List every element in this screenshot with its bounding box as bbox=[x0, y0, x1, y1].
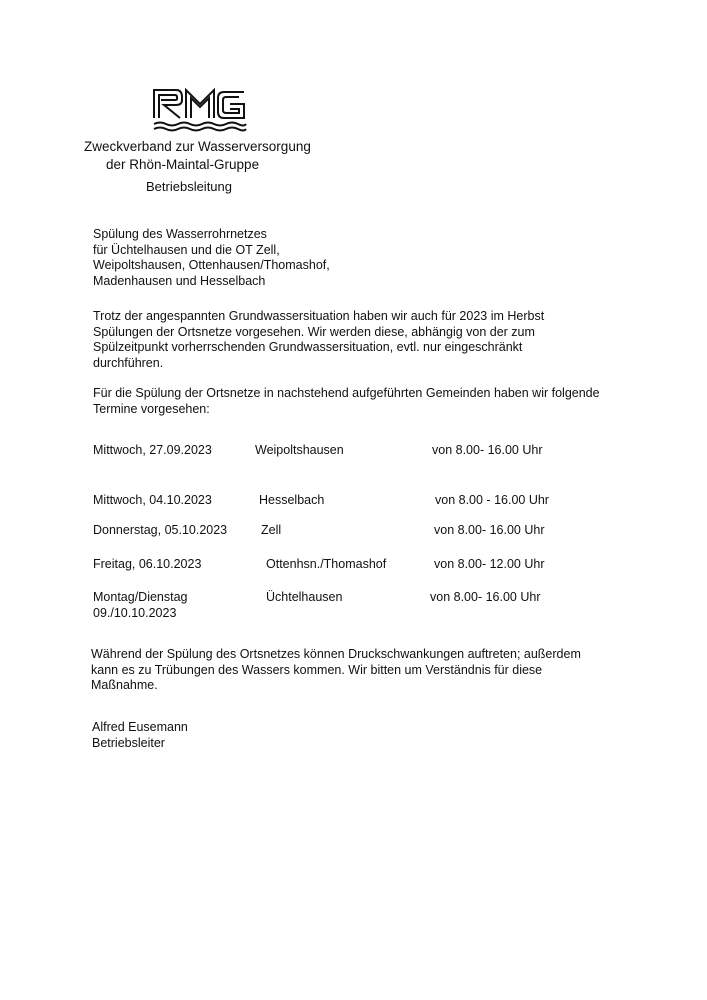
schedule-time: von 8.00- 16.00 Uhr bbox=[432, 443, 543, 457]
subject-block bbox=[93, 227, 330, 289]
schedule-place: Üchtelhausen bbox=[266, 590, 343, 604]
schedule-time: von 8.00- 12.00 Uhr bbox=[434, 557, 545, 571]
schedule-place: Hesselbach bbox=[259, 493, 325, 507]
intro-paragraph bbox=[93, 309, 544, 371]
schedule-date: Mittwoch, 04.10.2023 bbox=[93, 493, 212, 507]
rmg-logo-graphic bbox=[150, 82, 248, 134]
schedule-place: Zell bbox=[261, 523, 282, 537]
schedule-intro bbox=[93, 386, 600, 417]
schedule-place: Ottenhsn./Thomashof bbox=[266, 557, 387, 571]
closing-paragraph bbox=[91, 647, 581, 694]
org-department: Betriebsleitung bbox=[146, 179, 232, 194]
schedule-time: von 8.00- 16.00 Uhr bbox=[430, 590, 541, 604]
intro-line: Trotz der angespannten Grundwassersituation haben wir auch für 2023 im Herbst bbox=[93, 309, 545, 323]
schedule-date: Mittwoch, 27.09.2023 bbox=[93, 443, 212, 457]
signature-name: Alfred Eusemann bbox=[92, 720, 188, 734]
intro-line: durchführen. bbox=[93, 355, 164, 370]
schedule-intro-line: Termine vorgesehen: bbox=[93, 401, 210, 416]
closing-line: kann es zu Trübungen des Wassers kommen. Wir bitten um Verständnis für diese bbox=[91, 662, 543, 677]
org-name-line2: der Rhön-Maintal-Gruppe bbox=[106, 157, 260, 172]
closing-line: Während der Spülung des Ortsnetzes können Druckschwankungen auftreten; außerdem bbox=[91, 647, 581, 661]
schedule-time: von 8.00- 16.00 Uhr bbox=[434, 523, 545, 537]
signature-block bbox=[92, 720, 188, 751]
schedule-place: Weipoltshausen bbox=[255, 443, 344, 457]
subject-line: für Üchtelhausen und die OT Zell, bbox=[93, 242, 280, 257]
org-name-line1: Zweckverband zur Wasserversorgung bbox=[84, 139, 311, 154]
schedule-date: Donnerstag, 05.10.2023 bbox=[93, 523, 228, 537]
schedule-date: Freitag, 06.10.2023 bbox=[93, 557, 202, 571]
subject-line: Madenhausen und Hesselbach bbox=[93, 273, 266, 288]
schedule-time: von 8.00 - 16.00 Uhr bbox=[435, 493, 549, 507]
closing-line: Maßnahme. bbox=[91, 678, 158, 692]
intro-line: Spülungen der Ortsnetze vorgesehen. Wir werden diese, abhängig von der zum bbox=[93, 324, 535, 339]
subject-line: Weipoltshausen, Ottenhausen/Thomashof, bbox=[93, 258, 330, 272]
schedule-date: Montag/Dienstag bbox=[93, 590, 188, 604]
signature-title: Betriebsleiter bbox=[92, 735, 165, 750]
schedule-date-range: 09./10.10.2023 bbox=[93, 606, 177, 620]
intro-line: Spülzeitpunkt vorherrschenden Grundwassersituation, evtl. nur eingeschränkt bbox=[93, 340, 523, 354]
subject-line: Spülung des Wasserrohrnetzes bbox=[93, 227, 267, 241]
schedule-intro-line: Für die Spülung der Ortsnetze in nachstehend aufgeführten Gemeinden haben wir folgende bbox=[93, 386, 600, 400]
rmg-logo bbox=[150, 82, 248, 134]
